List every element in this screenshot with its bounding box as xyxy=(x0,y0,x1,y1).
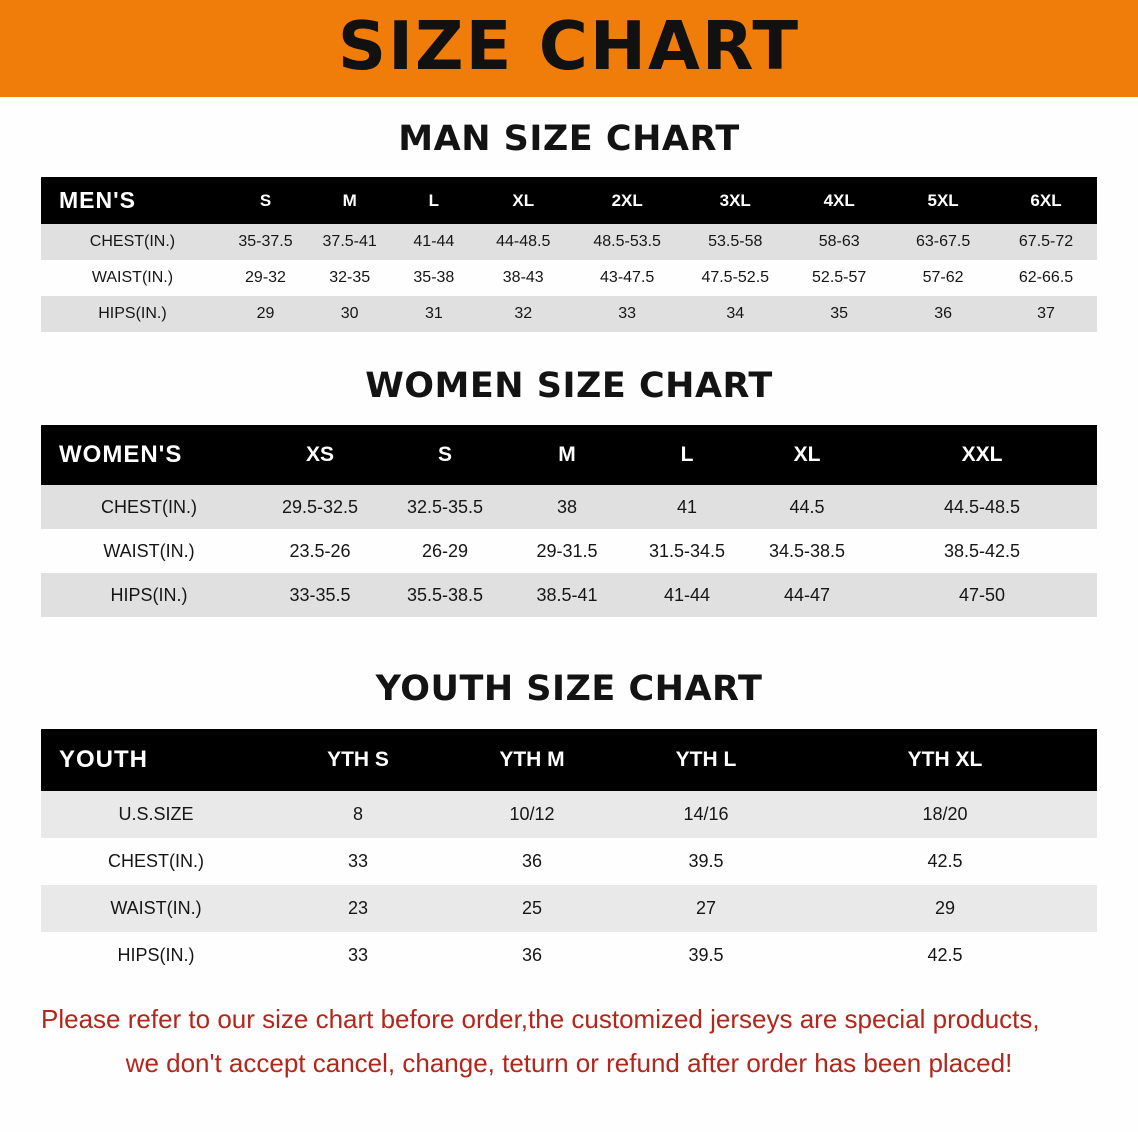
women-waist-s: 26-29 xyxy=(383,529,507,573)
man-section-title: MAN SIZE CHART xyxy=(398,119,740,159)
page-banner xyxy=(0,0,1138,97)
table-row xyxy=(41,485,1097,529)
men-header-4xl: 4XL xyxy=(787,177,891,224)
women-header-l: L xyxy=(627,425,747,485)
youth-header-yth-xl: YTH XL xyxy=(793,729,1097,791)
men-chest-s: 35-37.5 xyxy=(224,224,307,260)
men-header-6xl: 6XL xyxy=(995,177,1097,224)
youth-chest-yth-l: 39.5 xyxy=(619,838,793,885)
table-row xyxy=(41,224,1097,260)
table-row xyxy=(41,573,1097,617)
men-hips-s: 29 xyxy=(224,296,307,332)
youth-hips-yth-l: 39.5 xyxy=(619,932,793,979)
men-hips-3xl: 34 xyxy=(683,296,787,332)
youth-hips-yth-xl: 42.5 xyxy=(793,932,1097,979)
youth-chest-yth-s: 33 xyxy=(271,838,445,885)
women-chest-xxl: 44.5-48.5 xyxy=(867,485,1097,529)
youth-chest-yth-m: 36 xyxy=(445,838,619,885)
table-header-row xyxy=(41,729,1097,791)
men-chest-4xl: 58-63 xyxy=(787,224,891,260)
youth-row-label-chest: CHEST(IN.) xyxy=(41,838,271,885)
men-hips-xl: 32 xyxy=(475,296,571,332)
women-chest-xs: 29.5-32.5 xyxy=(257,485,383,529)
women-header-s: S xyxy=(383,425,507,485)
men-chest-2xl: 48.5-53.5 xyxy=(571,224,683,260)
women-row-label-hips: HIPS(IN.) xyxy=(41,573,257,617)
youth-header-yth-s: YTH S xyxy=(271,729,445,791)
men-chest-5xl: 63-67.5 xyxy=(891,224,995,260)
return-policy-note xyxy=(41,997,1097,1085)
youth-header-label: YOUTH xyxy=(41,729,271,791)
women-chest-xl: 44.5 xyxy=(747,485,867,529)
youth-waist-yth-l: 27 xyxy=(619,885,793,932)
men-header-label: MEN'S xyxy=(41,177,224,224)
men-chest-xl: 44-48.5 xyxy=(475,224,571,260)
table-header-row xyxy=(41,425,1097,485)
men-hips-l: 31 xyxy=(392,296,475,332)
youth-hips-yth-s: 33 xyxy=(271,932,445,979)
men-header-3xl: 3XL xyxy=(683,177,787,224)
women-row-label-chest: CHEST(IN.) xyxy=(41,485,257,529)
men-header-2xl: 2XL xyxy=(571,177,683,224)
men-header-l: L xyxy=(392,177,475,224)
men-waist-6xl: 62-66.5 xyxy=(995,260,1097,296)
men-header-s: S xyxy=(224,177,307,224)
women-hips-xl: 44-47 xyxy=(747,573,867,617)
men-waist-xl: 38-43 xyxy=(475,260,571,296)
women-header-m: M xyxy=(507,425,627,485)
women-waist-l: 31.5-34.5 xyxy=(627,529,747,573)
men-waist-4xl: 52.5-57 xyxy=(787,260,891,296)
table-row xyxy=(41,791,1097,838)
women-hips-s: 35.5-38.5 xyxy=(383,573,507,617)
youth-row-label-hips: HIPS(IN.) xyxy=(41,932,271,979)
women-chest-l: 41 xyxy=(627,485,747,529)
men-chest-6xl: 67.5-72 xyxy=(995,224,1097,260)
men-header-5xl: 5XL xyxy=(891,177,995,224)
men-row-label-hips: HIPS(IN.) xyxy=(41,296,224,332)
men-waist-3xl: 47.5-52.5 xyxy=(683,260,787,296)
men-hips-m: 30 xyxy=(307,296,392,332)
women-waist-xl: 34.5-38.5 xyxy=(747,529,867,573)
youth-waist-yth-xl: 29 xyxy=(793,885,1097,932)
women-hips-l: 41-44 xyxy=(627,573,747,617)
table-row xyxy=(41,932,1097,979)
men-waist-5xl: 57-62 xyxy=(891,260,995,296)
men-waist-s: 29-32 xyxy=(224,260,307,296)
women-header-xxl: XXL xyxy=(867,425,1097,485)
women-header-xl: XL xyxy=(747,425,867,485)
youth-header-yth-l: YTH L xyxy=(619,729,793,791)
men-header-m: M xyxy=(307,177,392,224)
women-chest-s: 32.5-35.5 xyxy=(383,485,507,529)
note-line-2: we don't accept cancel, change, teturn or refund after order has been placed! xyxy=(125,1048,1013,1079)
youth-row-label-us-size: U.S.SIZE xyxy=(41,791,271,838)
youth-size-table xyxy=(41,729,1097,979)
youth-row-label-waist: WAIST(IN.) xyxy=(41,885,271,932)
youth-section-title: YOUTH SIZE CHART xyxy=(375,669,763,709)
women-size-table xyxy=(41,425,1097,617)
youth-ussize-yth-xl: 18/20 xyxy=(793,791,1097,838)
women-waist-m: 29-31.5 xyxy=(507,529,627,573)
women-section-title: WOMEN SIZE CHART xyxy=(365,366,773,406)
men-hips-4xl: 35 xyxy=(787,296,891,332)
table-header-row xyxy=(41,177,1097,224)
youth-ussize-yth-m: 10/12 xyxy=(445,791,619,838)
women-waist-xs: 23.5-26 xyxy=(257,529,383,573)
women-waist-xxl: 38.5-42.5 xyxy=(867,529,1097,573)
table-row xyxy=(41,885,1097,932)
women-chest-m: 38 xyxy=(507,485,627,529)
table-row xyxy=(41,296,1097,332)
men-chest-3xl: 53.5-58 xyxy=(683,224,787,260)
men-waist-l: 35-38 xyxy=(392,260,475,296)
youth-waist-yth-s: 23 xyxy=(271,885,445,932)
women-hips-xs: 33-35.5 xyxy=(257,573,383,617)
men-hips-6xl: 37 xyxy=(995,296,1097,332)
youth-hips-yth-m: 36 xyxy=(445,932,619,979)
women-header-label: WOMEN'S xyxy=(41,425,257,485)
men-size-table xyxy=(41,177,1097,332)
women-row-label-waist: WAIST(IN.) xyxy=(41,529,257,573)
men-row-label-waist: WAIST(IN.) xyxy=(41,260,224,296)
page-title: SIZE CHART xyxy=(337,7,801,85)
women-hips-m: 38.5-41 xyxy=(507,573,627,617)
table-row xyxy=(41,529,1097,573)
youth-waist-yth-m: 25 xyxy=(445,885,619,932)
men-chest-l: 41-44 xyxy=(392,224,475,260)
note-line-1: Please refer to our size chart before order,the customized jerseys are special products, xyxy=(41,1004,1040,1034)
women-header-xs: XS xyxy=(257,425,383,485)
women-hips-xxl: 47-50 xyxy=(867,573,1097,617)
men-hips-5xl: 36 xyxy=(891,296,995,332)
table-row xyxy=(41,838,1097,885)
men-hips-2xl: 33 xyxy=(571,296,683,332)
men-chest-m: 37.5-41 xyxy=(307,224,392,260)
youth-ussize-yth-s: 8 xyxy=(271,791,445,838)
men-row-label-chest: CHEST(IN.) xyxy=(41,224,224,260)
table-row xyxy=(41,260,1097,296)
men-header-xl: XL xyxy=(475,177,571,224)
youth-header-yth-m: YTH M xyxy=(445,729,619,791)
men-waist-2xl: 43-47.5 xyxy=(571,260,683,296)
youth-ussize-yth-l: 14/16 xyxy=(619,791,793,838)
youth-chest-yth-xl: 42.5 xyxy=(793,838,1097,885)
men-waist-m: 32-35 xyxy=(307,260,392,296)
